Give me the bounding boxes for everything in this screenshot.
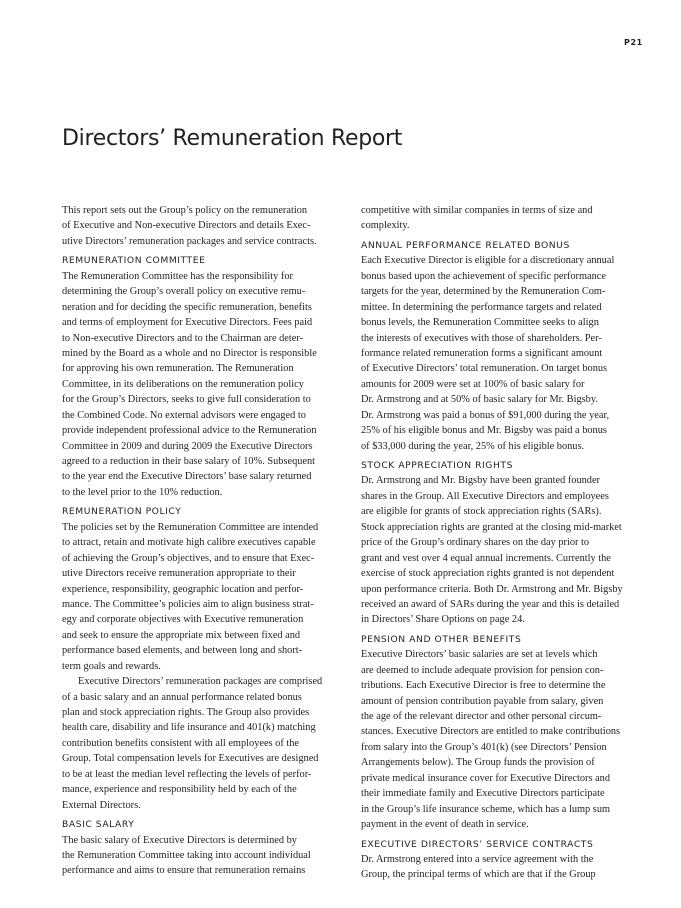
text-line: the interests of executives with those of shareholders. Per- [361,332,602,344]
section-heading-remuneration-policy: REMUNERATION POLICY [62,506,182,518]
text-line: to be at least the median level reflecting the levels of perfor- [62,768,312,780]
text-line: upon performance criteria. Both Dr. Armstrong and Mr. Bigsby [361,583,623,595]
text-line: and terms of employment for Executive Directors. Fees paid [62,317,313,329]
text-line: tributions. Each Executive Director is free to determine the [361,680,606,692]
text-line: Dr. Armstrong was paid a bonus of $91,000 during the year, [361,409,610,421]
text-line: of Executive Directors’ total remuneration. On target bonus [361,363,608,375]
text-line: External Directors. [62,799,141,811]
text-line: mance. The Committee’s policies aim to align business strat- [62,598,314,610]
section-heading-basic-salary: BASIC SALARY [62,819,135,831]
text-line: of Executive and Non-executive Directors and details Exec- [62,220,311,232]
paragraph [361,647,619,832]
text-line: grant and vest over 4 equal annual increments. Currently the [361,552,611,564]
paragraph [62,833,342,879]
text-line: the age of the relevant director and other personal circum- [361,711,602,722]
text-line: Group. Total compensation levels for Executives are designed [62,753,319,765]
text-line: to the year end the Executive Directors’ base salary returned [62,471,312,483]
text-line: Dr. Armstrong entered into a service agreement with the [361,853,594,865]
text-line: performance and aims to ensure that remuneration remains [62,865,306,877]
text-line: bonus levels, the Remuneration Committee seeks to align [361,317,599,329]
text-line: utive Directors receive remuneration appropriate to their [62,568,296,580]
text-line: determining the Group’s overall policy on executive remu- [62,286,306,298]
text-line: neration and for deciding the specific remuneration, benefits [62,301,312,313]
paragraph [62,520,342,674]
paragraph [361,473,623,627]
text-line: contribution benefits consistent with all employees of the [62,737,299,749]
text-line: This report sets out the Group’s policy on the remuneration [62,205,308,216]
text-line: price of the Group’s ordinary shares on the day prior to [361,537,590,549]
text-line: provide independent professional advice to the Remuneration [62,425,317,437]
section-heading-annual-performance-related-bonus: ANNUAL PERFORMANCE RELATED BONUS [361,239,570,251]
text-line: The basic salary of Executive Directors is determined by [62,834,297,846]
text-line: received an award of SARs during the year and this is detailed [361,598,620,610]
text-line: amounts for 2009 were set at 100% of basic salary for [361,378,585,390]
text-line: private medical insurance cover for Executive Directors and [361,772,610,784]
text-line: Each Executive Director is eligible for a discretionary annual [361,255,615,267]
text-line: agreed to a reduction in their base salary of 10%. Subsequent [62,456,316,467]
text-line: mined by the Board as a whole and no Director is responsible [62,347,317,359]
text-line: complexity. [361,220,410,232]
text-line: for approving his own remuneration. The Remuneration [62,363,294,375]
text-line: mance, experience and responsibility held by each of the [62,784,297,796]
paragraph [361,203,619,234]
text-line: exercise of stock appreciation rights granted is not dependent [361,568,615,580]
text-line: The Remuneration Committee has the responsibility for [62,270,293,282]
text-line: Dr. Armstrong and Mr. Bigsby have been granted founder [361,475,601,487]
text-line: egy and corporate objectives with Executive remuneration [62,614,304,626]
text-line: Dr. Armstrong and at 50% of basic salary for Mr. Bigsby. [361,394,598,406]
text-line: utive Directors’ remuneration packages and service contracts. [62,235,317,247]
text-line: from salary into the Group’s 401(k) (see Directors’ Pension [361,741,607,753]
text-line: are eligible for grants of stock appreciation rights (SARs). [361,506,602,518]
text-line: their immediate family and Executive Directors participate [361,788,605,800]
text-line: Committee in 2009 and during 2009 the Executive Directors [62,440,313,452]
text-line: to Non-executive Directors and to the Chairman are deter- [62,332,304,344]
text-line: and seek to ensure the appropriate mix between fixed and [62,629,301,641]
text-line: Executive Directors’ basic salaries are set at levels which [361,649,598,661]
text-line: in Directors’ Share Options on page 24. [361,614,525,626]
section-heading-stock-appreciation-rights: STOCK APPRECIATION RIGHTS [361,460,513,471]
text-line: health care, disability and life insurance and 401(k) matching [62,722,316,734]
text-line: in the Group’s life insurance scheme, which has a lump sum [361,803,611,815]
paragraph [361,253,619,454]
page-number: P21 [624,38,643,47]
text-line: the Remuneration Committee taking into account individual [62,849,311,861]
text-line: Committee, in its deliberations on the remuneration policy [62,378,304,390]
right-column [361,203,623,883]
paragraph [361,852,619,883]
text-line: 25% of his eligible bonus and Mr. Bigsby was paid a bonus [361,425,607,437]
text-line: to attract, retain and motivate high calibre executives capable [62,537,316,549]
text-line: are deemed to include adequate provision for pension con- [361,664,604,676]
section-heading-remuneration-committee: REMUNERATION COMMITTEE [62,255,206,267]
text-line: payment in the event of death in service. [361,819,529,831]
text-line: performance based elements, and between long and short- [62,645,303,657]
text-line: to the level prior to the 10% reduction. [62,486,223,498]
text-line: Group, the principal terms of which are that if the Group [361,869,596,881]
text-line: plan and stock appreciation rights. The Group also provides [62,707,310,718]
text-line: of $33,000 during the year, 25% of his eligible bonus. [361,440,585,452]
text-line: of a basic salary and an annual performance related bonus [62,691,302,703]
text-line: stances. Executive Directors are entitled to make contributions [361,726,621,738]
text-line: term goals and rewards. [62,660,161,672]
text-line: shares in the Group. All Executive Directors and employees [361,490,609,502]
text-line: the Combined Code. No external advisors were engaged to [62,409,306,421]
text-line: The policies set by the Remuneration Committee are intended [62,521,319,533]
text-line: targets for the year, determined by the Remuneration Com- [361,286,606,298]
text-line: Executive Directors’ remuneration packages are comprised [78,676,323,688]
text-line: experience, responsibility, geographic location and perfor- [62,583,304,595]
section-heading-pension-and-other-benefits: PENSION AND OTHER BENEFITS [361,633,522,645]
text-line: amount of pension contribution payable from salary, given [361,695,604,707]
text-line: Arrangements below). The Group funds the provision of [361,757,595,769]
section-heading-executive-directors-service-contracts: EXECUTIVE DIRECTORS’ SERVICE CONTRACTS [361,838,594,850]
left-column [62,203,342,879]
paragraph [62,203,342,249]
text-line: Stock appreciation rights are granted at the closing mid-market [361,521,622,533]
text-line: for the Group’s Directors, seeks to give full consideration to [62,394,311,406]
text-line: mittee. In determining the performance targets and related [361,301,602,313]
text-line: competitive with similar companies in terms of size and [361,205,593,216]
text-line: formance related remuneration forms a significant amount [361,347,603,359]
paragraph [62,674,342,813]
report-title: Directors’ Remuneration Report [62,126,403,151]
paragraph [62,269,342,501]
text-line: bonus based upon the achievement of specific performance [361,270,606,282]
text-line: of achieving the Group’s objectives, and to ensure that Exec- [62,552,315,564]
